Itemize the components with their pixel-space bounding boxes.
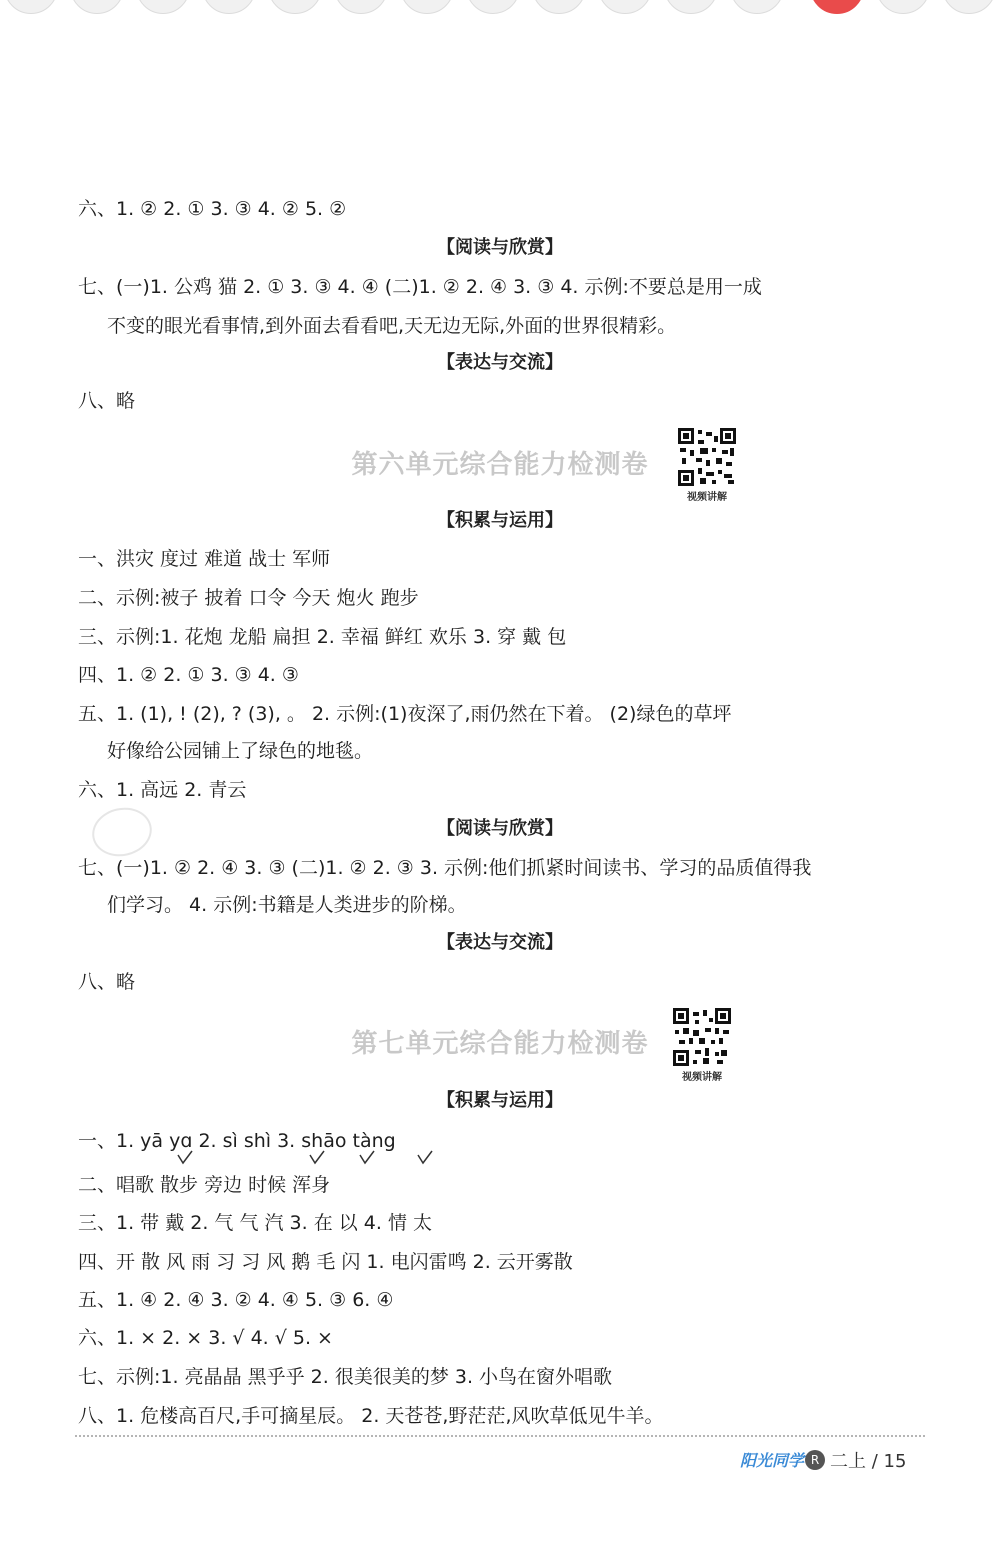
- tab-item[interactable]: [202, 0, 256, 14]
- answer-line: 七、示例:1. 亮晶晶 黑乎乎 2. 很美很美的梦 3. 小鸟在窗外唱歌: [78, 1366, 613, 1388]
- answer-line: 八、略: [78, 971, 136, 993]
- unit-title: 第七单元综合能力检测卷: [351, 1029, 649, 1059]
- answer-line: 五、1. ④ 2. ④ 3. ② 4. ④ 5. ③ 6. ④: [78, 1289, 394, 1311]
- section-heading: 【积累与运用】: [437, 510, 563, 531]
- section-heading: 【表达与交流】: [437, 932, 563, 953]
- qr-code-icon[interactable]: [673, 1008, 731, 1066]
- answer-line: 六、1. 高远 2. 青云: [78, 779, 247, 801]
- tab-item[interactable]: [598, 0, 652, 14]
- answer-line: 们学习。 4. 示例:书籍是人类进步的阶梯。: [107, 894, 467, 916]
- section-heading: 【阅读与欣赏】: [437, 818, 563, 839]
- answer-line: 好像给公园铺上了绿色的地毯。: [107, 740, 374, 762]
- answer-line: 二、示例:被子 披着 口令 今天 炮火 跑步: [78, 587, 419, 609]
- tab-item[interactable]: [942, 0, 996, 14]
- answer-line: 三、1. 带 戴 2. 气 气 汽 3. 在 以 4. 情 太: [78, 1212, 432, 1234]
- tab-item[interactable]: [400, 0, 454, 14]
- tab-item-active[interactable]: [810, 0, 864, 14]
- footer-divider: [75, 1435, 925, 1437]
- check-marks-row: [78, 1150, 478, 1170]
- answer-line: 二、唱歌 散步 旁边 时候 浑身: [78, 1174, 331, 1196]
- answer-line: 五、1. (1), ! (2), ? (3), 。 2. 示例:(1)夜深了,雨仍然在下着。 (2)绿色的草坪: [78, 703, 732, 725]
- section-heading: 【积累与运用】: [437, 1090, 563, 1111]
- section-heading: 【阅读与欣赏】: [437, 237, 563, 258]
- answer-line: 六、1. ② 2. ① 3. ③ 4. ② 5. ②: [78, 198, 347, 220]
- answer-line: 四、1. ② 2. ① 3. ③ 4. ③: [78, 664, 299, 686]
- answer-line: 一、1. yā yɑ 2. sì shì 3. shāo tàng: [78, 1130, 396, 1152]
- tab-item[interactable]: [70, 0, 124, 14]
- answer-line: 八、略: [78, 390, 136, 412]
- tab-item[interactable]: [532, 0, 586, 14]
- tab-item[interactable]: [334, 0, 388, 14]
- tab-item[interactable]: [876, 0, 930, 14]
- answer-line: 一、洪灾 度过 难道 战士 军师: [78, 548, 331, 570]
- tab-item[interactable]: [268, 0, 322, 14]
- top-tab-strip: [0, 0, 1000, 14]
- answer-line: 七、(一)1. ② 2. ④ 3. ③ (二)1. ② 2. ③ 3. 示例:他们抓紧时间读书、学习的品质值得我: [78, 857, 812, 879]
- page-number: 二上 / 15: [830, 1451, 907, 1472]
- section-heading: 【表达与交流】: [437, 352, 563, 373]
- answer-line: 六、1. × 2. × 3. √ 4. √ 5. ×: [78, 1327, 333, 1349]
- answer-line: 八、1. 危楼高百尺,手可摘星辰。 2. 天苍苍,野茫茫,风吹草低见牛羊。: [78, 1405, 664, 1427]
- qr-caption: 视频讲解: [687, 492, 727, 503]
- answer-line: 不变的眼光看事情,到外面去看看吧,天无边无际,外面的世界很精彩。: [107, 315, 677, 337]
- qr-code-icon[interactable]: [678, 428, 736, 486]
- answer-line: 四、开 散 风 雨 习 习 风 鹅 毛 闪 1. 电闪雷鸣 2. 云开雾散: [78, 1251, 573, 1273]
- brand-logo: 阳光同学: [740, 1451, 805, 1470]
- tab-item[interactable]: [4, 0, 58, 14]
- answer-line: 七、(一)1. 公鸡 猫 2. ① 3. ③ 4. ④ (二)1. ② 2. ④ 3. ③ 4. 示例:不要总是用一成: [78, 276, 762, 298]
- tab-item[interactable]: [466, 0, 520, 14]
- tab-item[interactable]: [730, 0, 784, 14]
- tab-item[interactable]: [664, 0, 718, 14]
- edition-badge: R: [805, 1450, 825, 1470]
- unit-title: 第六单元综合能力检测卷: [351, 450, 649, 480]
- answer-line: 三、示例:1. 花炮 龙船 扁担 2. 幸福 鲜红 欢乐 3. 穿 戴 包: [78, 626, 567, 648]
- qr-caption: 视频讲解: [682, 1072, 722, 1083]
- tab-item[interactable]: [136, 0, 190, 14]
